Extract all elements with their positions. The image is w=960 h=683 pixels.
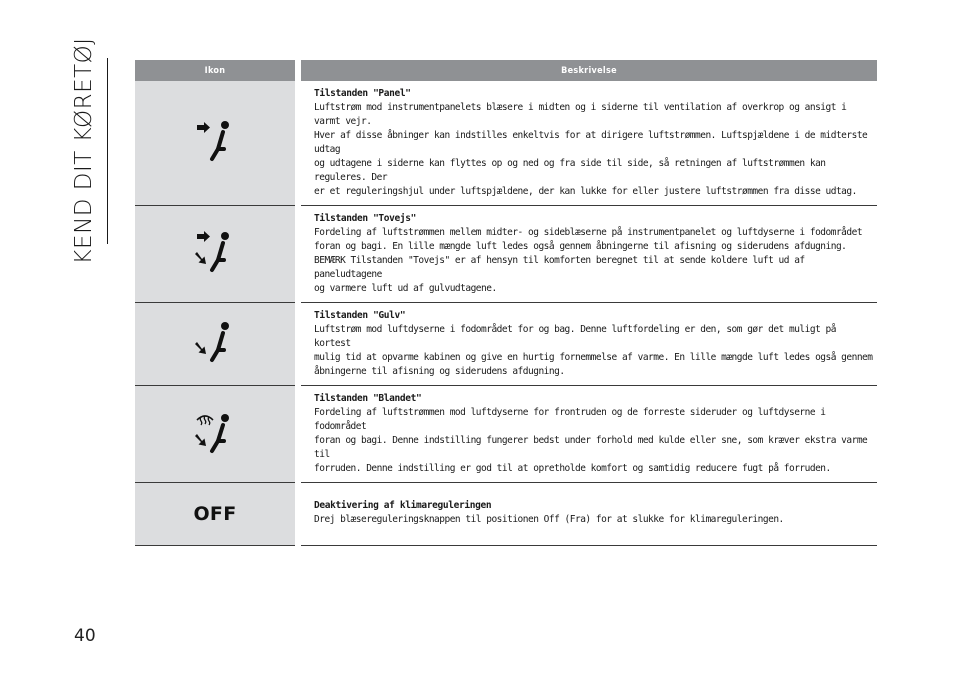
- row-title: Tilstanden "Blandet": [314, 393, 422, 404]
- row-text: Fordeling af luftstrømmen mellem midter- og sideblæserne på instrumentpanelet og luftdyserne i fodområdet foran og bagi. En lille mængde luft ledes også gennem åbningerne til afisning og siderudens afdugning. BEMÆRK Tilstanden "Tovejs" er af hensyn til komforten beregnet til at sende koldere luft ud af paneludtagene og varmere luft ud af gulvudtagene.: [314, 227, 863, 294]
- header-description: Beskrivelse: [298, 60, 877, 81]
- description-cell: [298, 386, 877, 483]
- icon-cell: [135, 386, 298, 483]
- table-row: [135, 483, 877, 546]
- page-number: 40: [74, 626, 96, 646]
- row-text: Luftstrøm mod luftdyserne i fodområdet for og bag. Denne luftfordeling er den, som gør det muligt på kortest mulig tid at opvarme kabinen og give en hurtig fornemmelse af varme. En lille mængde luft ledes også gennem åbningerne til afisning og siderudens afdugning.: [314, 324, 873, 377]
- section-title-rule: [107, 58, 108, 244]
- table-row: [135, 386, 877, 483]
- row-title: Tilstanden "Tovejs": [314, 213, 417, 224]
- vent-panel-icon: [191, 119, 239, 163]
- section-title: [60, 37, 108, 265]
- icon-cell: [135, 81, 298, 206]
- row-text: Drej blæsereguleringsknappen til positionen Off (Fra) for at slukke for klimareguleringen.: [314, 514, 784, 525]
- off-label: OFF: [193, 503, 237, 525]
- table-header-row: [135, 60, 877, 81]
- description-cell: [298, 483, 877, 546]
- table-row: [135, 303, 877, 386]
- description-cell: [298, 206, 877, 303]
- description-cell: [298, 303, 877, 386]
- vent-floor-icon: [191, 320, 239, 364]
- icon-cell: [135, 303, 298, 386]
- icon-cell: [135, 206, 298, 303]
- row-title: Tilstanden "Panel": [314, 88, 411, 99]
- table-row: [135, 81, 877, 206]
- section-title-text: KEND DIT KØRETØJ: [71, 37, 97, 265]
- row-text: Luftstrøm mod instrumentpanelets blæsere i midten og i siderne til ventilation af overkrop og ansigt i varmt vejr. Hver af disse åbninger kan indstilles enkeltvis for at dirigere luftstrømmen. Luftspjældene i de midterste udtag og udtagene i siderne kan flyttes op og ned og fra side til side, så retningen af luftstrømmen kan reguleres. Der er et reguleringshjul under luftspjældene, der kan lukke for eller justere luftstrømmen fra disse udtag.: [314, 102, 868, 197]
- vent-bilevel-icon: [191, 230, 239, 274]
- icon-cell: [135, 483, 298, 546]
- row-text: Fordeling af luftstrømmen mod luftdyserne for frontruden og de forreste sideruder og luftdyserne i fodområdet foran og bagi. Denne indstilling fungerer bedst under forhold med kulde eller sne, som kræver ekstra varme til forruden. Denne indstilling er god til at opretholde komfort og samtidig reducere fugt på forruden.: [314, 407, 868, 474]
- vent-mix-icon: [191, 410, 239, 454]
- description-cell: [298, 81, 877, 206]
- row-title: Tilstanden "Gulv": [314, 310, 406, 321]
- table-row: [135, 206, 877, 303]
- header-icon: Ikon: [135, 60, 298, 81]
- mode-table: [135, 60, 877, 546]
- row-title: Deaktivering af klimareguleringen: [314, 500, 492, 511]
